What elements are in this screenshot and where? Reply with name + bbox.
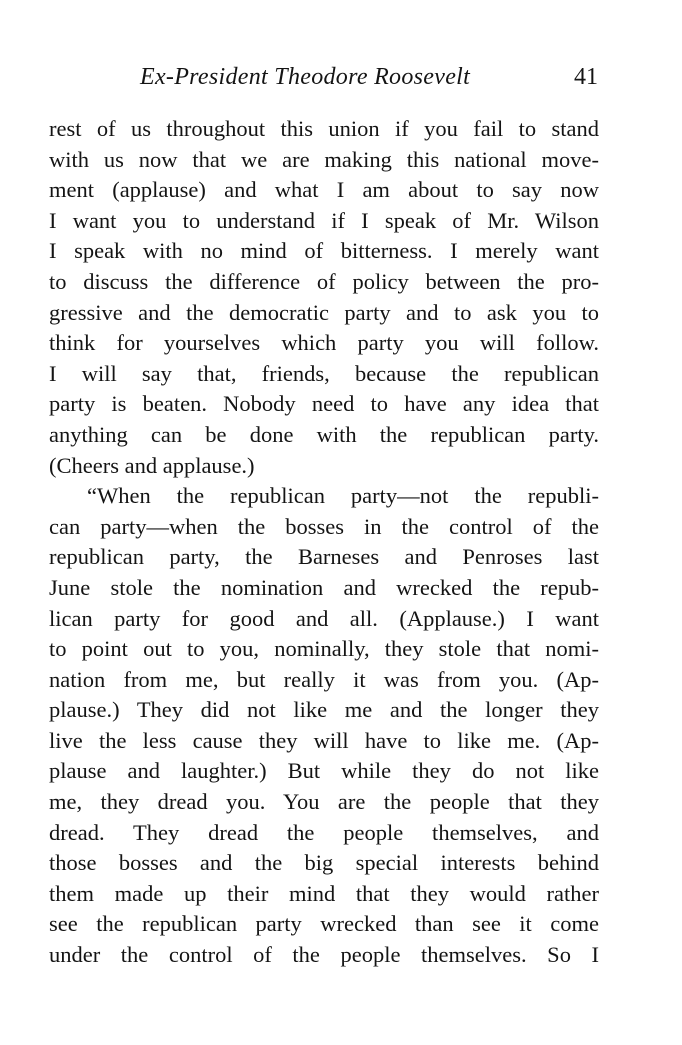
text-line: plause.) They did not like me and the longer they bbox=[49, 697, 599, 723]
text-line: them made up their mind that they would rather bbox=[49, 880, 599, 906]
page-number: 41 bbox=[574, 64, 598, 90]
text-line: ment (applause) and what I am about to say now bbox=[49, 177, 599, 203]
text-line: anything can be done with the republican party. bbox=[49, 421, 599, 447]
text-line: to point out to you, nominally, they stole that nomi- bbox=[49, 636, 599, 662]
text-line: dread. They dread the people themselves, and bbox=[49, 819, 599, 845]
running-head bbox=[0, 64, 682, 98]
text-line: think for yourselves which party you will follow. bbox=[49, 330, 599, 356]
text-line: (Cheers and applause.) bbox=[49, 452, 255, 478]
text-line: I will say that, friends, because the republican bbox=[49, 360, 599, 386]
text-line: nation from me, but really it was from you. (Ap- bbox=[49, 666, 599, 692]
text-line: see the republican party wrecked than see it come bbox=[49, 911, 599, 937]
text-line: those bosses and the big special interests behind bbox=[49, 850, 599, 876]
body-text bbox=[49, 114, 599, 971]
text-line: I want you to understand if I speak of Mr. Wilson bbox=[49, 207, 599, 233]
running-title: Ex-President Theodore Roosevelt bbox=[140, 64, 471, 90]
text-line: republican party, the Barneses and Penroses last bbox=[49, 544, 599, 570]
paragraph-1 bbox=[49, 114, 599, 481]
text-line: with us now that we are making this national move- bbox=[49, 146, 599, 172]
text-line: can party—when the bosses in the control of the bbox=[49, 513, 599, 539]
text-line: under the control of the people themselves. So I bbox=[49, 942, 599, 968]
text-line: “When the republican party—not the republi- bbox=[87, 483, 599, 509]
text-line: June stole the nomination and wrecked the repub- bbox=[49, 574, 599, 600]
text-line: plause and laughter.) But while they do not like bbox=[49, 758, 599, 784]
text-line: gressive and the democratic party and to ask you to bbox=[49, 299, 599, 325]
text-line: party is beaten. Nobody need to have any idea that bbox=[49, 391, 599, 417]
text-line: I speak with no mind of bitterness. I merely want bbox=[49, 238, 599, 264]
text-line: lican party for good and all. (Applause.) I want bbox=[49, 605, 599, 631]
text-line: rest of us throughout this union if you fail to stand bbox=[49, 116, 599, 141]
text-line: me, they dread you. You are the people that they bbox=[49, 789, 599, 815]
text-line: to discuss the difference of policy between the pro- bbox=[49, 268, 599, 294]
text-line: live the less cause they will have to like me. (Ap- bbox=[49, 727, 599, 753]
paragraph-2 bbox=[49, 481, 599, 971]
